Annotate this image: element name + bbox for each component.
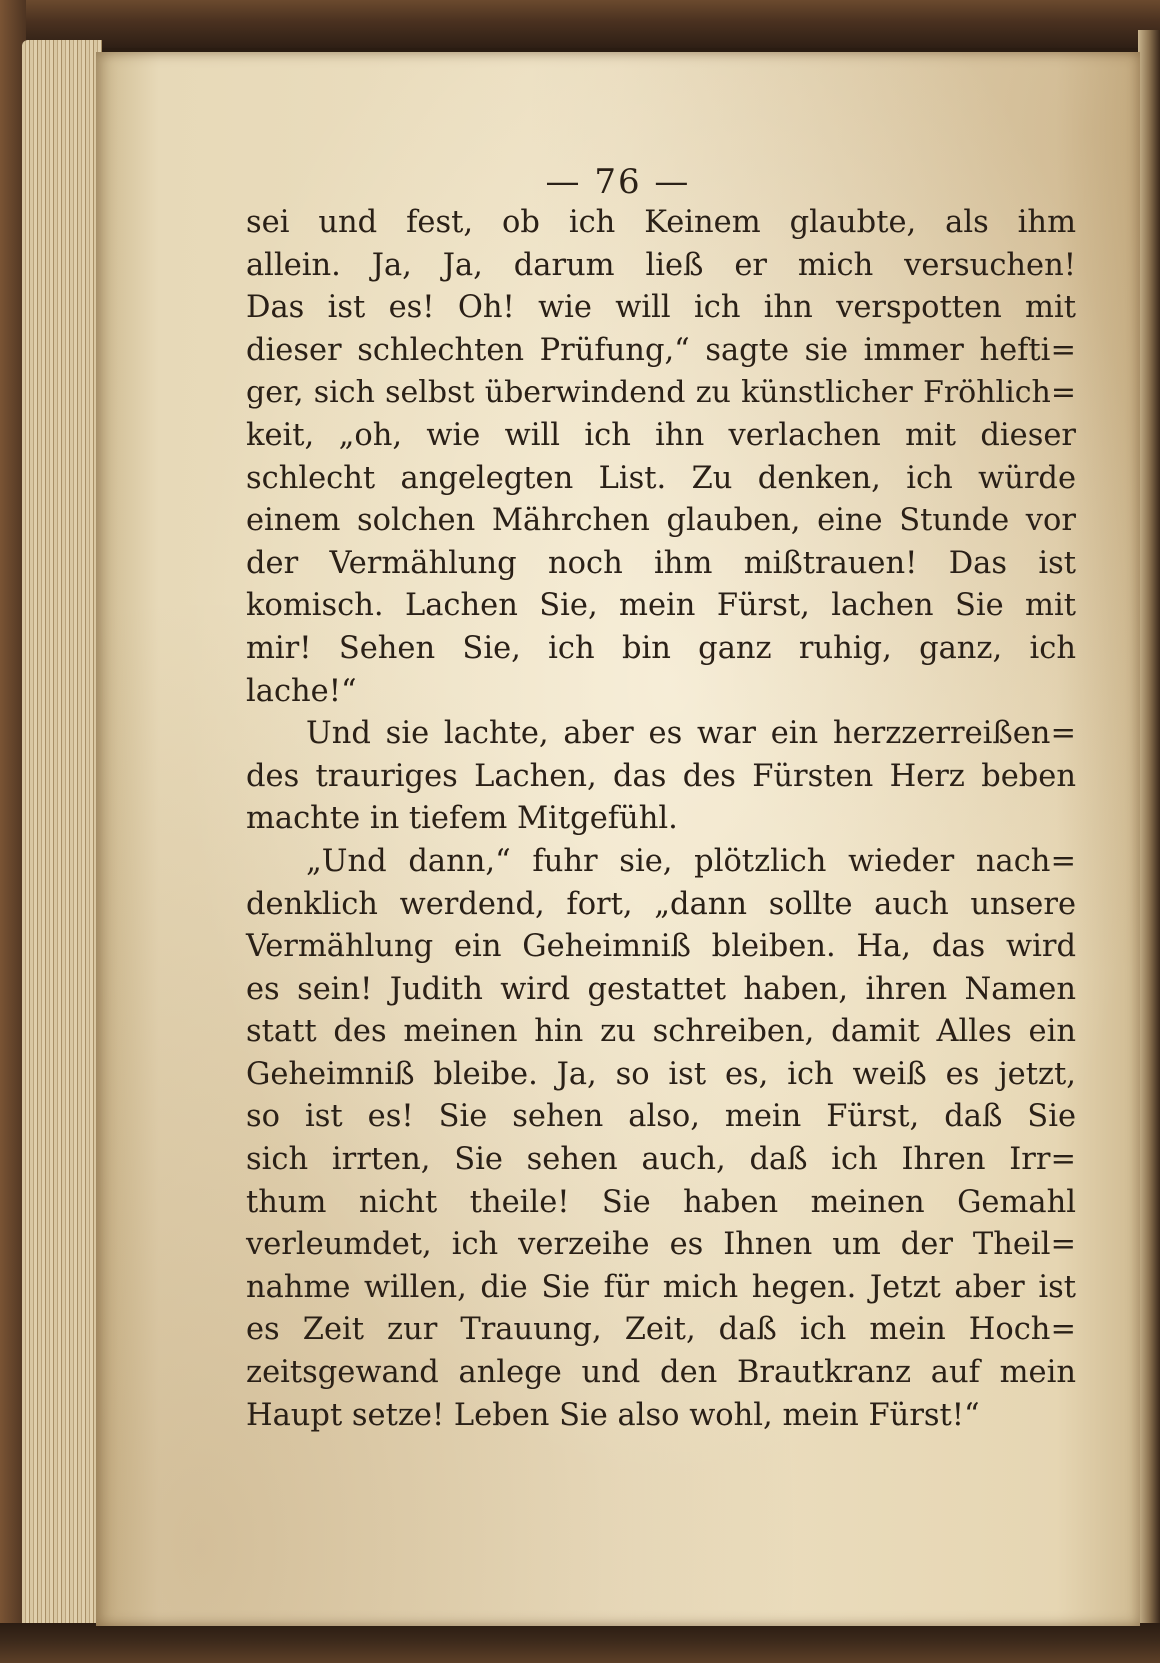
page-number: — 76 — <box>545 162 691 202</box>
text-line: mir! Sehen Sie, ich bin ganz ruhig, ganz, ich <box>246 630 1076 666</box>
text-line: lache!“ <box>246 673 357 709</box>
text-line: keit, „oh, wie will ich ihn verlachen mit dieser <box>246 417 1076 453</box>
book-right-edge <box>1138 30 1160 1640</box>
text-line: statt des meinen hin zu schreiben, damit Alles ein <box>246 1014 1076 1050</box>
text-line: machte in tiefem Mitgefühl. <box>246 801 678 837</box>
text-line: zeitsgewand anlege und den Brautkranz auf mein <box>246 1355 1076 1391</box>
text-line: denklich werdend, fort, „dann sollte auch unsere <box>246 886 1076 922</box>
page-block-edges <box>22 40 102 1630</box>
text-line: Das ist es! Oh! wie will ich ihn verspotten mit <box>246 290 1076 326</box>
text-line: so ist es! Sie sehen also, mein Fürst, daß Sie <box>246 1099 1076 1135</box>
text-line: des trauriges Lachen, das des Fürsten Herz beben <box>246 758 1076 794</box>
text-line: sei und fest, ob ich Keinem glaubte, als ihm <box>246 205 1076 240</box>
text-line: es Zeit zur Trauung, Zeit, daß ich mein Hoch= <box>246 1312 1076 1348</box>
text-line: verleumdet, ich verzeihe es Ihnen um der Theil= <box>246 1227 1076 1263</box>
text-line: einem solchen Mährchen glauben, eine Stunde vor <box>246 503 1076 539</box>
text-line: Und sie lachte, aber es war ein herzzerreißen= <box>306 716 1076 752</box>
text-line: ger, sich selbst überwindend zu künstlicher Fröhlich= <box>246 375 1076 411</box>
text-line: der Vermählung noch ihm mißtrauen! Das ist <box>246 545 1076 581</box>
text-line: Haupt setze! Leben Sie also wohl, mein Fürst!“ <box>246 1397 980 1433</box>
text-line: dieser schlechten Prüfung,“ sagte sie immer hefti= <box>246 332 1076 368</box>
text-line: Vermählung ein Geheimniß bleiben. Ha, das wird <box>246 929 1076 965</box>
text-line: allein. Ja, Ja, darum ließ er mich versuchen! <box>246 247 1076 283</box>
text-line: „Und dann,“ fuhr sie, plötzlich wieder nach= <box>306 843 1076 879</box>
text-line: schlecht angelegten List. Zu denken, ich würde <box>246 460 1076 496</box>
text-line: Geheimniß bleibe. Ja, so ist es, ich weiß es jetzt, <box>246 1056 1076 1092</box>
text-line: thum nicht theile! Sie haben meinen Gemahl <box>246 1184 1076 1220</box>
book-page <box>96 52 1140 1626</box>
book-cover-bottom-edge <box>0 1623 1160 1663</box>
text-line: nahme willen, die Sie für mich hegen. Jetzt aber ist <box>246 1269 1076 1305</box>
page-text <box>246 202 1076 1437</box>
text-line: es sein! Judith wird gestattet haben, ihren Namen <box>246 971 1076 1007</box>
text-line: sich irrten, Sie sehen auch, daß ich Ihren Irr= <box>246 1142 1076 1178</box>
book-cover-top-edge <box>0 0 1160 48</box>
text-line: komisch. Lachen Sie, mein Fürst, lachen Sie mit <box>246 588 1076 624</box>
